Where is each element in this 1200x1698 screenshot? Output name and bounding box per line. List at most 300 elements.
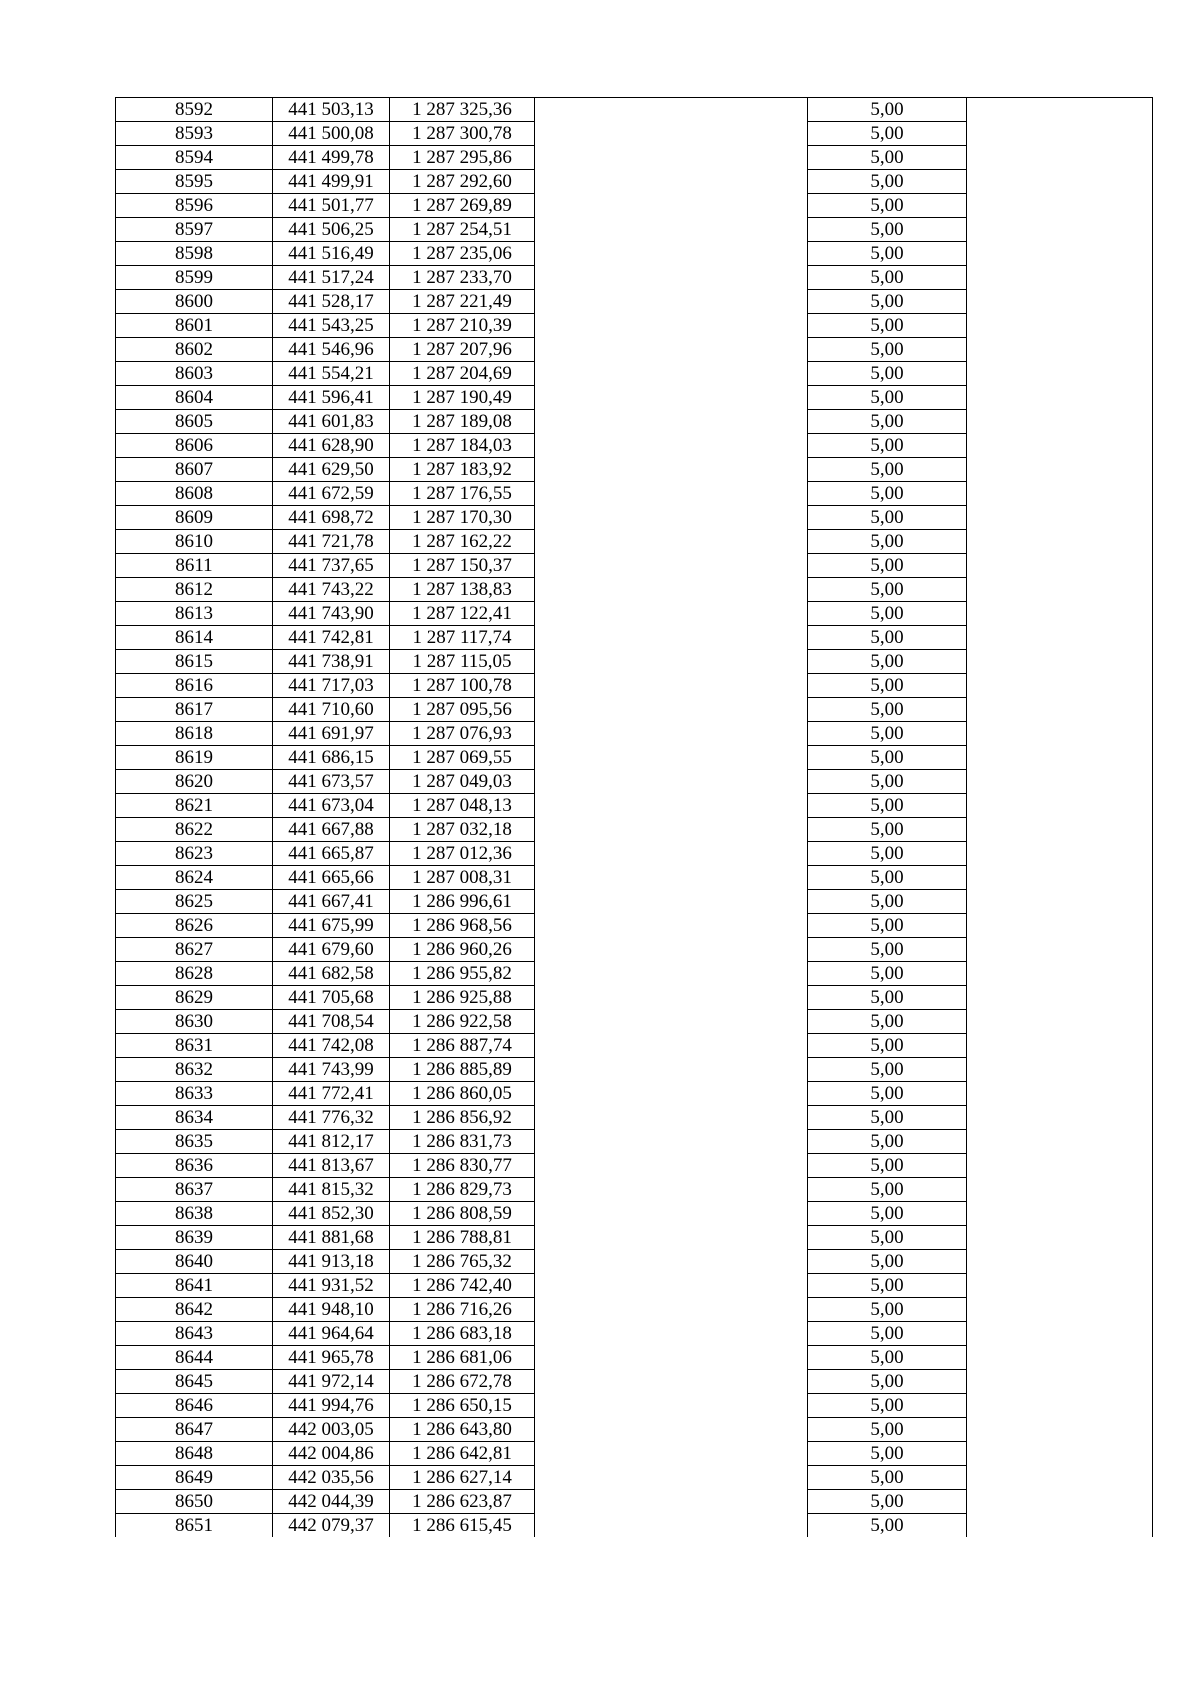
- coordinates-sheet: [115, 97, 1152, 1537]
- empty-cell: [967, 482, 1153, 506]
- value-cell: 5,00: [808, 698, 967, 722]
- coord-x-cell: 441 673,04: [273, 794, 390, 818]
- table-row: [116, 1274, 1153, 1298]
- empty-cell: [535, 578, 808, 602]
- coord-y-cell: 1 287 008,31: [390, 866, 535, 890]
- value-cell: 5,00: [808, 1418, 967, 1442]
- value-cell: 5,00: [808, 1442, 967, 1466]
- empty-cell: [535, 938, 808, 962]
- empty-cell: [535, 866, 808, 890]
- table-row: [116, 170, 1153, 194]
- table-row: [116, 866, 1153, 890]
- empty-cell: [967, 602, 1153, 626]
- coord-x-cell: 441 743,90: [273, 602, 390, 626]
- coord-y-cell: 1 287 032,18: [390, 818, 535, 842]
- point-number-cell: 8650: [116, 1490, 273, 1514]
- value-cell: 5,00: [808, 314, 967, 338]
- empty-cell: [967, 1034, 1153, 1058]
- value-cell: 5,00: [808, 146, 967, 170]
- value-cell: 5,00: [808, 770, 967, 794]
- value-cell: 5,00: [808, 458, 967, 482]
- empty-cell: [967, 674, 1153, 698]
- empty-cell: [535, 458, 808, 482]
- coord-y-cell: 1 287 012,36: [390, 842, 535, 866]
- empty-cell: [967, 1250, 1153, 1274]
- empty-cell: [535, 410, 808, 434]
- empty-cell: [535, 1418, 808, 1442]
- coord-x-cell: 441 815,32: [273, 1178, 390, 1202]
- empty-cell: [967, 218, 1153, 242]
- value-cell: 5,00: [808, 1370, 967, 1394]
- value-cell: 5,00: [808, 626, 967, 650]
- empty-cell: [535, 1250, 808, 1274]
- value-cell: 5,00: [808, 338, 967, 362]
- point-number-cell: 8596: [116, 194, 273, 218]
- point-number-cell: 8616: [116, 674, 273, 698]
- coord-x-cell: 441 601,83: [273, 410, 390, 434]
- point-number-cell: 8633: [116, 1082, 273, 1106]
- point-number-cell: 8619: [116, 746, 273, 770]
- coord-y-cell: 1 287 176,55: [390, 482, 535, 506]
- value-cell: 5,00: [808, 842, 967, 866]
- table-row: [116, 1202, 1153, 1226]
- point-number-cell: 8623: [116, 842, 273, 866]
- empty-cell: [535, 1298, 808, 1322]
- coord-x-cell: 441 717,03: [273, 674, 390, 698]
- point-number-cell: 8611: [116, 554, 273, 578]
- empty-cell: [967, 938, 1153, 962]
- empty-cell: [967, 1010, 1153, 1034]
- coord-x-cell: 441 964,64: [273, 1322, 390, 1346]
- value-cell: 5,00: [808, 818, 967, 842]
- coordinates-table-body: [116, 98, 1153, 1538]
- value-cell: 5,00: [808, 410, 967, 434]
- empty-cell: [535, 1274, 808, 1298]
- coord-x-cell: 441 675,99: [273, 914, 390, 938]
- value-cell: 5,00: [808, 602, 967, 626]
- coord-x-cell: 441 629,50: [273, 458, 390, 482]
- value-cell: 5,00: [808, 794, 967, 818]
- empty-cell: [535, 674, 808, 698]
- coord-y-cell: 1 287 204,69: [390, 362, 535, 386]
- empty-cell: [535, 1154, 808, 1178]
- coord-x-cell: 441 742,08: [273, 1034, 390, 1058]
- point-number-cell: 8594: [116, 146, 273, 170]
- table-row: [116, 458, 1153, 482]
- coord-y-cell: 1 287 269,89: [390, 194, 535, 218]
- point-number-cell: 8640: [116, 1250, 273, 1274]
- coord-y-cell: 1 286 829,73: [390, 1178, 535, 1202]
- coord-y-cell: 1 287 189,08: [390, 410, 535, 434]
- coord-y-cell: 1 286 860,05: [390, 1082, 535, 1106]
- table-row: [116, 698, 1153, 722]
- empty-cell: [967, 1490, 1153, 1514]
- value-cell: 5,00: [808, 1274, 967, 1298]
- value-cell: 5,00: [808, 530, 967, 554]
- table-row: [116, 1490, 1153, 1514]
- point-number-cell: 8648: [116, 1442, 273, 1466]
- value-cell: 5,00: [808, 1394, 967, 1418]
- empty-cell: [967, 1058, 1153, 1082]
- coord-y-cell: 1 286 830,77: [390, 1154, 535, 1178]
- empty-cell: [967, 194, 1153, 218]
- table-row: [116, 626, 1153, 650]
- value-cell: 5,00: [808, 1346, 967, 1370]
- coord-x-cell: 441 528,17: [273, 290, 390, 314]
- empty-cell: [967, 1274, 1153, 1298]
- value-cell: 5,00: [808, 1514, 967, 1538]
- coord-x-cell: 441 710,60: [273, 698, 390, 722]
- empty-cell: [535, 746, 808, 770]
- table-row: [116, 1034, 1153, 1058]
- table-row: [116, 914, 1153, 938]
- coord-x-cell: 441 503,13: [273, 98, 390, 122]
- point-number-cell: 8599: [116, 266, 273, 290]
- coord-y-cell: 1 287 254,51: [390, 218, 535, 242]
- empty-cell: [535, 386, 808, 410]
- coord-y-cell: 1 286 627,14: [390, 1466, 535, 1490]
- value-cell: 5,00: [808, 1034, 967, 1058]
- empty-cell: [967, 1346, 1153, 1370]
- coord-x-cell: 441 543,25: [273, 314, 390, 338]
- empty-cell: [967, 458, 1153, 482]
- coord-x-cell: 441 931,52: [273, 1274, 390, 1298]
- table-row: [116, 1106, 1153, 1130]
- coord-y-cell: 1 287 292,60: [390, 170, 535, 194]
- coord-y-cell: 1 286 650,15: [390, 1394, 535, 1418]
- point-number-cell: 8635: [116, 1130, 273, 1154]
- coord-y-cell: 1 286 968,56: [390, 914, 535, 938]
- table-row: [116, 1370, 1153, 1394]
- point-number-cell: 8612: [116, 578, 273, 602]
- empty-cell: [967, 314, 1153, 338]
- table-row: [116, 770, 1153, 794]
- coord-y-cell: 1 286 672,78: [390, 1370, 535, 1394]
- empty-cell: [967, 1370, 1153, 1394]
- coord-x-cell: 441 698,72: [273, 506, 390, 530]
- empty-cell: [535, 362, 808, 386]
- table-row: [116, 1178, 1153, 1202]
- point-number-cell: 8621: [116, 794, 273, 818]
- coord-y-cell: 1 287 076,93: [390, 722, 535, 746]
- coord-y-cell: 1 286 996,61: [390, 890, 535, 914]
- coord-x-cell: 441 721,78: [273, 530, 390, 554]
- empty-cell: [535, 770, 808, 794]
- empty-cell: [535, 1058, 808, 1082]
- coord-y-cell: 1 286 716,26: [390, 1298, 535, 1322]
- coord-x-cell: 441 972,14: [273, 1370, 390, 1394]
- table-row: [116, 842, 1153, 866]
- empty-cell: [535, 842, 808, 866]
- empty-cell: [967, 866, 1153, 890]
- coord-y-cell: 1 287 207,96: [390, 338, 535, 362]
- empty-cell: [967, 890, 1153, 914]
- point-number-cell: 8631: [116, 1034, 273, 1058]
- coord-x-cell: 441 516,49: [273, 242, 390, 266]
- table-row: [116, 1322, 1153, 1346]
- point-number-cell: 8597: [116, 218, 273, 242]
- empty-cell: [967, 146, 1153, 170]
- coord-x-cell: 441 743,99: [273, 1058, 390, 1082]
- table-row: [116, 578, 1153, 602]
- coord-x-cell: 441 881,68: [273, 1226, 390, 1250]
- table-row: [116, 1442, 1153, 1466]
- empty-cell: [535, 1346, 808, 1370]
- coord-x-cell: 441 742,81: [273, 626, 390, 650]
- coord-y-cell: 1 287 138,83: [390, 578, 535, 602]
- value-cell: 5,00: [808, 746, 967, 770]
- point-number-cell: 8602: [116, 338, 273, 362]
- table-row: [116, 818, 1153, 842]
- empty-cell: [967, 1154, 1153, 1178]
- empty-cell: [967, 1082, 1153, 1106]
- empty-cell: [535, 1442, 808, 1466]
- table-row: [116, 554, 1153, 578]
- point-number-cell: 8634: [116, 1106, 273, 1130]
- table-row: [116, 266, 1153, 290]
- table-row: [116, 194, 1153, 218]
- point-number-cell: 8601: [116, 314, 273, 338]
- empty-cell: [967, 770, 1153, 794]
- coord-x-cell: 441 665,87: [273, 842, 390, 866]
- coord-y-cell: 1 286 885,89: [390, 1058, 535, 1082]
- coord-x-cell: 442 044,39: [273, 1490, 390, 1514]
- coord-x-cell: 442 035,56: [273, 1466, 390, 1490]
- empty-cell: [967, 554, 1153, 578]
- empty-cell: [967, 962, 1153, 986]
- table-row: [116, 650, 1153, 674]
- empty-cell: [967, 1202, 1153, 1226]
- coord-x-cell: 441 708,54: [273, 1010, 390, 1034]
- coord-y-cell: 1 286 922,58: [390, 1010, 535, 1034]
- value-cell: 5,00: [808, 1250, 967, 1274]
- point-number-cell: 8598: [116, 242, 273, 266]
- empty-cell: [535, 650, 808, 674]
- point-number-cell: 8592: [116, 98, 273, 122]
- empty-cell: [535, 1202, 808, 1226]
- table-row: [116, 722, 1153, 746]
- point-number-cell: 8646: [116, 1394, 273, 1418]
- coord-x-cell: 442 003,05: [273, 1418, 390, 1442]
- empty-cell: [535, 242, 808, 266]
- point-number-cell: 8651: [116, 1514, 273, 1538]
- empty-cell: [967, 1178, 1153, 1202]
- empty-cell: [535, 98, 808, 122]
- point-number-cell: 8608: [116, 482, 273, 506]
- coord-x-cell: 441 554,21: [273, 362, 390, 386]
- coord-x-cell: 441 667,41: [273, 890, 390, 914]
- point-number-cell: 8620: [116, 770, 273, 794]
- coord-x-cell: 441 705,68: [273, 986, 390, 1010]
- point-number-cell: 8622: [116, 818, 273, 842]
- coord-x-cell: 441 673,57: [273, 770, 390, 794]
- value-cell: 5,00: [808, 722, 967, 746]
- empty-cell: [535, 626, 808, 650]
- coord-x-cell: 441 965,78: [273, 1346, 390, 1370]
- coord-x-cell: 441 665,66: [273, 866, 390, 890]
- empty-cell: [535, 146, 808, 170]
- table-row: [116, 1346, 1153, 1370]
- coord-y-cell: 1 287 183,92: [390, 458, 535, 482]
- table-row: [116, 314, 1153, 338]
- empty-cell: [967, 266, 1153, 290]
- coord-y-cell: 1 287 184,03: [390, 434, 535, 458]
- coord-y-cell: 1 286 856,92: [390, 1106, 535, 1130]
- value-cell: 5,00: [808, 1130, 967, 1154]
- table-row: [116, 362, 1153, 386]
- table-row: [116, 602, 1153, 626]
- empty-cell: [535, 314, 808, 338]
- coord-x-cell: 441 813,67: [273, 1154, 390, 1178]
- value-cell: 5,00: [808, 506, 967, 530]
- coord-x-cell: 441 772,41: [273, 1082, 390, 1106]
- table-row: [116, 1250, 1153, 1274]
- coord-y-cell: 1 287 170,30: [390, 506, 535, 530]
- coord-y-cell: 1 286 955,82: [390, 962, 535, 986]
- value-cell: 5,00: [808, 986, 967, 1010]
- coord-y-cell: 1 287 095,56: [390, 698, 535, 722]
- coord-y-cell: 1 286 960,26: [390, 938, 535, 962]
- empty-cell: [535, 482, 808, 506]
- coord-y-cell: 1 287 221,49: [390, 290, 535, 314]
- table-row: [116, 674, 1153, 698]
- point-number-cell: 8636: [116, 1154, 273, 1178]
- empty-cell: [535, 1370, 808, 1394]
- empty-cell: [535, 122, 808, 146]
- empty-cell: [535, 1514, 808, 1538]
- empty-cell: [535, 794, 808, 818]
- coord-x-cell: 441 506,25: [273, 218, 390, 242]
- empty-cell: [967, 914, 1153, 938]
- coord-x-cell: 441 913,18: [273, 1250, 390, 1274]
- coord-y-cell: 1 287 233,70: [390, 266, 535, 290]
- point-number-cell: 8603: [116, 362, 273, 386]
- empty-cell: [967, 626, 1153, 650]
- point-number-cell: 8617: [116, 698, 273, 722]
- point-number-cell: 8630: [116, 1010, 273, 1034]
- value-cell: 5,00: [808, 194, 967, 218]
- empty-cell: [967, 1322, 1153, 1346]
- empty-cell: [967, 1514, 1153, 1538]
- point-number-cell: 8607: [116, 458, 273, 482]
- coord-y-cell: 1 287 100,78: [390, 674, 535, 698]
- table-row: [116, 1130, 1153, 1154]
- empty-cell: [535, 1106, 808, 1130]
- empty-cell: [535, 986, 808, 1010]
- coord-y-cell: 1 287 295,86: [390, 146, 535, 170]
- empty-cell: [967, 386, 1153, 410]
- table-row: [116, 122, 1153, 146]
- point-number-cell: 8624: [116, 866, 273, 890]
- point-number-cell: 8610: [116, 530, 273, 554]
- coord-y-cell: 1 286 642,81: [390, 1442, 535, 1466]
- value-cell: 5,00: [808, 1298, 967, 1322]
- empty-cell: [535, 1130, 808, 1154]
- value-cell: 5,00: [808, 1178, 967, 1202]
- coord-y-cell: 1 287 117,74: [390, 626, 535, 650]
- empty-cell: [967, 1442, 1153, 1466]
- empty-cell: [967, 1394, 1153, 1418]
- point-number-cell: 8604: [116, 386, 273, 410]
- point-number-cell: 8609: [116, 506, 273, 530]
- coord-y-cell: 1 286 788,81: [390, 1226, 535, 1250]
- table-row: [116, 986, 1153, 1010]
- empty-cell: [535, 1466, 808, 1490]
- point-number-cell: 8613: [116, 602, 273, 626]
- empty-cell: [535, 194, 808, 218]
- point-number-cell: 8642: [116, 1298, 273, 1322]
- empty-cell: [967, 1466, 1153, 1490]
- empty-cell: [535, 266, 808, 290]
- coord-x-cell: 441 852,30: [273, 1202, 390, 1226]
- coord-x-cell: 441 596,41: [273, 386, 390, 410]
- empty-cell: [967, 746, 1153, 770]
- coord-y-cell: 1 286 615,45: [390, 1514, 535, 1538]
- coord-y-cell: 1 286 742,40: [390, 1274, 535, 1298]
- point-number-cell: 8628: [116, 962, 273, 986]
- coord-y-cell: 1 286 643,80: [390, 1418, 535, 1442]
- empty-cell: [535, 290, 808, 314]
- empty-cell: [967, 242, 1153, 266]
- value-cell: 5,00: [808, 362, 967, 386]
- value-cell: 5,00: [808, 554, 967, 578]
- coord-x-cell: 442 004,86: [273, 1442, 390, 1466]
- value-cell: 5,00: [808, 674, 967, 698]
- empty-cell: [967, 986, 1153, 1010]
- point-number-cell: 8638: [116, 1202, 273, 1226]
- coord-x-cell: 441 994,76: [273, 1394, 390, 1418]
- point-number-cell: 8647: [116, 1418, 273, 1442]
- value-cell: 5,00: [808, 866, 967, 890]
- value-cell: 5,00: [808, 266, 967, 290]
- coord-y-cell: 1 287 162,22: [390, 530, 535, 554]
- point-number-cell: 8637: [116, 1178, 273, 1202]
- value-cell: 5,00: [808, 1154, 967, 1178]
- coord-y-cell: 1 287 210,39: [390, 314, 535, 338]
- empty-cell: [535, 1034, 808, 1058]
- coord-y-cell: 1 286 887,74: [390, 1034, 535, 1058]
- table-row: [116, 938, 1153, 962]
- value-cell: 5,00: [808, 386, 967, 410]
- empty-cell: [967, 530, 1153, 554]
- table-row: [116, 1154, 1153, 1178]
- empty-cell: [967, 794, 1153, 818]
- coord-y-cell: 1 287 122,41: [390, 602, 535, 626]
- coord-y-cell: 1 287 049,03: [390, 770, 535, 794]
- coord-y-cell: 1 286 808,59: [390, 1202, 535, 1226]
- point-number-cell: 8649: [116, 1466, 273, 1490]
- value-cell: 5,00: [808, 1106, 967, 1130]
- table-row: [116, 218, 1153, 242]
- value-cell: 5,00: [808, 1202, 967, 1226]
- empty-cell: [535, 602, 808, 626]
- value-cell: 5,00: [808, 122, 967, 146]
- coord-x-cell: 441 500,08: [273, 122, 390, 146]
- table-row: [116, 1418, 1153, 1442]
- table-row: [116, 386, 1153, 410]
- table-row: [116, 1226, 1153, 1250]
- table-row: [116, 290, 1153, 314]
- coord-y-cell: 1 287 069,55: [390, 746, 535, 770]
- coord-y-cell: 1 287 190,49: [390, 386, 535, 410]
- empty-cell: [535, 1490, 808, 1514]
- value-cell: 5,00: [808, 938, 967, 962]
- table-row: [116, 434, 1153, 458]
- point-number-cell: 8629: [116, 986, 273, 1010]
- empty-cell: [967, 410, 1153, 434]
- table-row: [116, 506, 1153, 530]
- value-cell: 5,00: [808, 1466, 967, 1490]
